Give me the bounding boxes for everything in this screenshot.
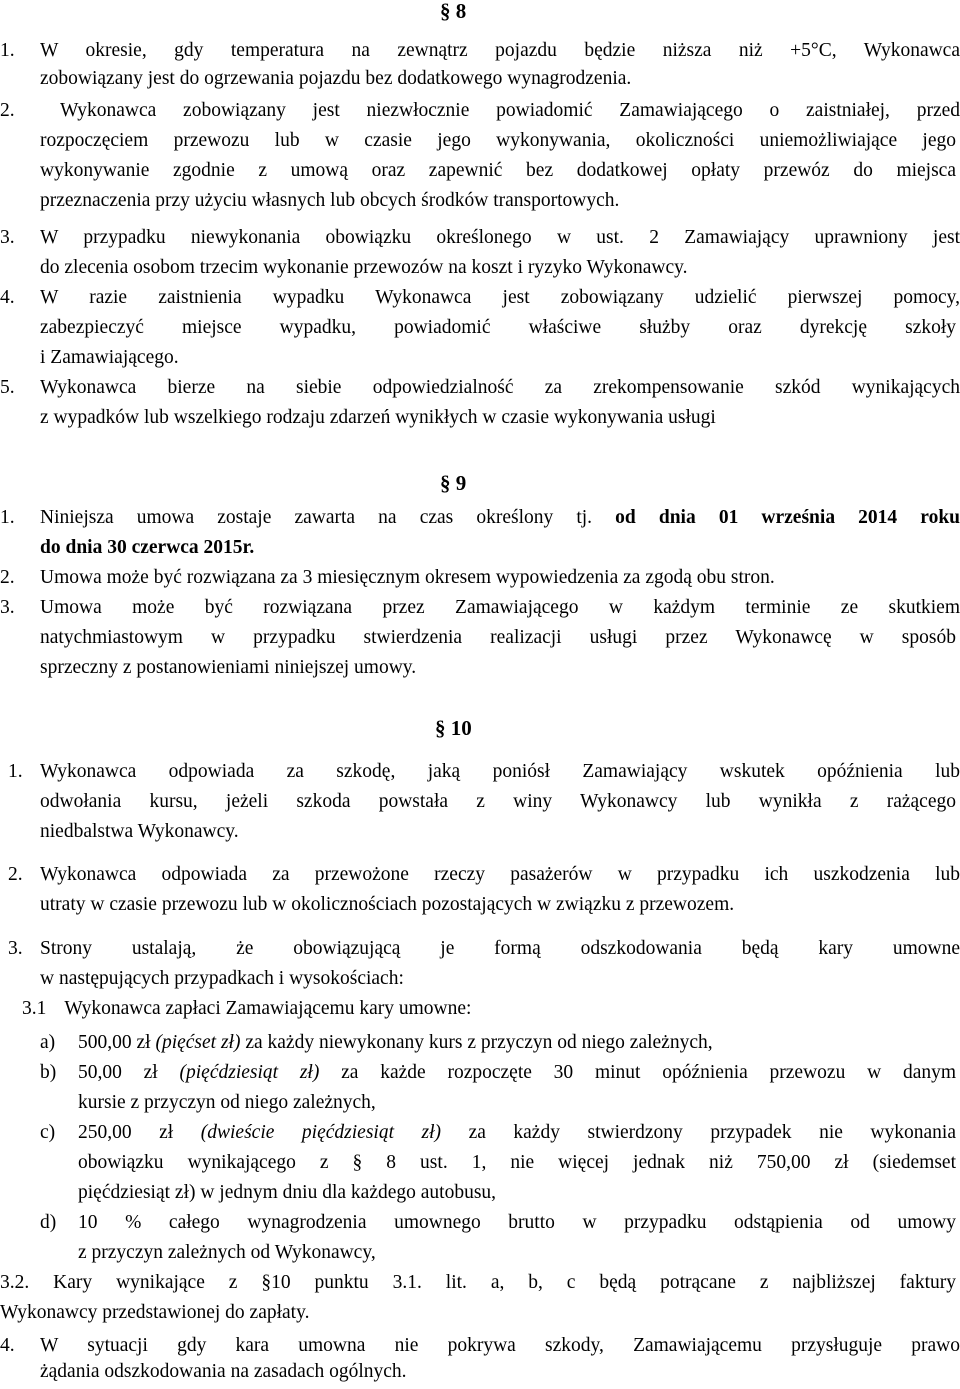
- s8-item2-line1: 2. Wykonawca zobowiązany jest niezwłocznie powiadomić Zamawiającego o zaistniałej, przed: [0, 96, 960, 126]
- s10-item3-line1: 3. Strony ustalają, że obowiązującą je formą odszkodowania będą kary umowne: [0, 934, 960, 964]
- penalty-b-line2: kursie z przyczyn od niego zależnych,: [78, 1092, 376, 1113]
- penalty-b-amount: 50,00 zł: [78, 1062, 158, 1083]
- s8-item3-line2: do zlecenia osobom trzecim wykonanie przewozów na koszt i ryzyko Wykonawcy.: [40, 257, 688, 278]
- s10-item4-num: 4.: [0, 1335, 15, 1356]
- s9-item2-num: 2.: [0, 567, 15, 588]
- s8-item4-line1: 4. W razie zaistnienia wypadku Wykonawca jest zobowiązany udzielić pierwszej pomocy,: [0, 283, 960, 313]
- s9-start-date: od dnia 01 września 2014 roku: [615, 507, 960, 528]
- penalty-b-words: (pięćdziesiąt zł): [179, 1062, 320, 1083]
- s10-item1-num: 1.: [8, 761, 23, 782]
- penalty-d-line1: d) 10 % całego wynagrodzenia umownego brutto w przypadku odstąpienia od umowy: [40, 1212, 956, 1233]
- s8-item4-num: 4.: [0, 287, 15, 308]
- s9-item1-line1: 1. Niniejsza umowa zostaje zawarta na czas określony tj. od dnia 01 września 2014 roku: [0, 503, 960, 533]
- s8-item2-line3: wykonywanie zgodnie z umową oraz zapewnić bez dodatkowej opłaty przewóz do miejsca: [40, 160, 956, 181]
- s8-item5-line2: z wypadków lub wszelkiego rodzaju zdarzeń wynikłych w czasie wykonywania usługi: [40, 407, 716, 428]
- s9-item3-line1: 3. Umowa może być rozwiązana przez Zamawiającego w każdym terminie ze skutkiem: [0, 593, 960, 623]
- penalty-c-words: (dwieście pięćdziesiąt zł): [200, 1122, 442, 1143]
- s8-item1-line1: 1. W okresie, gdy temperatura na zewnątrz pojazdu będzie niższa niż +5°C, Wykonawca: [0, 36, 960, 66]
- s8-item2-line2: rozpoczęciem przewozu lub w czasie jego wykonywania, okoliczności uniemożliwiające jego: [40, 130, 956, 151]
- s10-item3-line2: w następujących przypadkach i wysokościach:: [40, 968, 404, 989]
- section-9-heading: § 9: [440, 471, 467, 495]
- s10-item1-line2: odwołania kursu, jeżeli szkoda powstała z winy Wykonawcy lub wynikła z rażącego: [40, 791, 956, 812]
- penalty-c-amount: 250,00 zł: [78, 1122, 174, 1143]
- s10-item2-num: 2.: [8, 864, 23, 885]
- penalty-b-line1: b) 50,00 zł (pięćdziesiąt zł) za każde rozpoczęte 30 minut opóźnienia przewozu w danym: [40, 1062, 956, 1083]
- s8-item1-line2: zobowiązany jest do ogrzewania pojazdu bez dodatkowego wynagrodzenia.: [40, 68, 632, 89]
- s8-item5-line1: 5. Wykonawca bierze na siebie odpowiedzialność za zrekompensowanie szkód wynikających: [0, 373, 960, 403]
- s8-item4-line2: zabezpieczyć miejsce wypadku, powiadomić właściwe służby oraz dyrekcję szkoły: [40, 317, 956, 338]
- penalty-a-words: (pięćset zł): [155, 1032, 241, 1053]
- s9-item3-line3: sprzeczny z postanowieniami niniejszej umowy.: [40, 657, 417, 678]
- s8-item3-line1: 3. W przypadku niewykonania obowiązku określonego w ust. 2 Zamawiający uprawniony jest: [0, 223, 960, 253]
- penalty-c-line2: obowiązku wynikającego z § 8 ust. 1, nie więcej jednak niż 750,00 zł (siedemset: [78, 1152, 956, 1173]
- penalty-d-line2: z przyczyn zależnych od Wykonawcy,: [78, 1242, 376, 1263]
- s10-sub31: 3.1 Wykonawca zapłaci Zamawiającemu kary umowne:: [22, 998, 472, 1019]
- penalty-c-line3: pięćdziesiąt zł) w jednym dniu dla każdego autobusu,: [78, 1182, 497, 1203]
- s8-item3-num: 3.: [0, 227, 15, 248]
- penalty-a: a) 500,00 zł (pięćset zł) za każdy niewykonany kurs z przyczyn od niego zależnych,: [40, 1032, 713, 1053]
- s8-item2-num: 2.: [0, 100, 15, 121]
- s9-item3-line2: natychmiastowym w przypadku stwierdzenia realizacji usługi przez Wykonawcę w sposób: [40, 627, 956, 648]
- s9-end-date: do dnia 30 czerwca 2015r.: [40, 537, 255, 558]
- penalty-c-line1: c) 250,00 zł (dwieście pięćdziesiąt zł) za każdy stwierdzony przypadek nie wykonania: [40, 1122, 956, 1143]
- s10-item2-line1: 2. Wykonawca odpowiada za przewożone rzeczy pasażerów w przypadku ich uszkodzenia lub: [0, 860, 960, 890]
- s10-item4-line1: 4. W sytuacji gdy kara umowna nie pokrywa szkody, Zamawiającemu przysługuje prawo: [0, 1331, 960, 1361]
- s10-item4-line2: żądania odszkodowania na zasadach ogólnych.: [40, 1361, 407, 1382]
- s9-item1-num: 1.: [0, 507, 15, 528]
- s9-item3-num: 3.: [0, 597, 15, 618]
- s8-item1-num: 1.: [0, 40, 15, 61]
- section-10-heading: § 10: [435, 716, 472, 740]
- s9-item2: 2. Umowa może być rozwiązana za 3 miesięcznym okresem wypowiedzenia za zgodą obu stron.: [0, 563, 960, 593]
- s10-sub32-line1: 3.2. Kary wynikające z §10 punktu 3.1. lit. a, b, c będą potrącane z najbliższej faktury: [0, 1272, 956, 1293]
- penalty-a-amount: 500,00 zł: [78, 1032, 151, 1053]
- s10-item1-line1: 1. Wykonawca odpowiada za szkodę, jaką poniósł Zamawiający wskutek opóźnienia lub: [0, 757, 960, 787]
- s10-sub32-line2: Wykonawcy przedstawionej do zapłaty.: [0, 1302, 310, 1323]
- s8-item4-line3: i Zamawiającego.: [40, 347, 179, 368]
- s8-item5-num: 5.: [0, 377, 15, 398]
- section-8-heading: § 8: [440, 0, 467, 23]
- s8-item2-line4: przeznaczenia przy użyciu własnych lub obcych środków transportowych.: [40, 190, 620, 211]
- s10-item2-line2: utraty w czasie przewozu lub w okolicznościach pozostających w związku z przewozem.: [40, 894, 735, 915]
- s9-item1-line2: [40, 533, 956, 563]
- s10-item1-line3: niedbalstwa Wykonawcy.: [40, 821, 239, 842]
- s10-item3-num: 3.: [8, 938, 23, 959]
